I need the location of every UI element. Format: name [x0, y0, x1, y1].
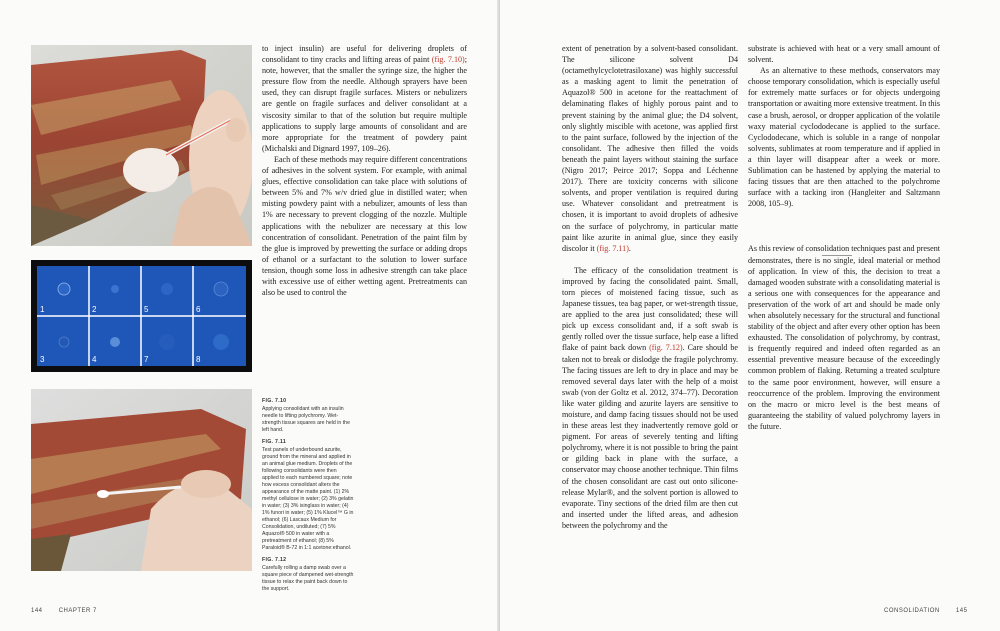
paragraph: extent of penetration by a solvent-based consolidant. The silicone solvent D4 (octamethylcyclotetrasiloxane) was highly successful as a masking agent to limit the penetration of Aquazol® 500 in acetone for the reattachment of delaminating flakes of highly porous paint and to prevent staining by the animal glue; the D4 solvent, only slightly miscible with acetone, was applied first to the paint surface, followed by the injection of the consolidant. The adhesive then filled the voids beneath the paint layers without staining the surface (Nigro 2017; Peirce 2017; Soppa and Léchenne 2017). There are toxicity concerns with silicone solvents, and proper ventilation is required during use. Whatever consolidant and pretreatment is chosen, it is important to avoid droplets of adhesive on the surface of polychromy, in particular matte paint like azurite in animal glue, since they easily discolor it (fig. 7.11).	[562, 44, 738, 253]
right-folio	[884, 608, 967, 614]
paragraph: The efficacy of the consolidation treatment is improved by facing the consolidated paint. Small, torn pieces of moistened facing tissue, such as Japanese tissues, tea bag paper, or wet-strength tissue, are applied to the area just consolidated; these will pick up excess consolidant and, if a soft swab is gently rolled over the tissue surface, help ease a lifted flake of paint back down (fig. 7.12). Care should be taken not to break or dislodge the fragile polychromy. The facing tissues are left to dry in place and may be removed several days later with the help of a moist swab (von der Goltz et al. 2012, 374–77). Decoration like water gilding and azurite layers are sensitive to moisture, and damp facing tissues should not be used in these areas lest they inadvertently remove gold or pigment. For areas of severely tenting and lifting polychromy, where it is not possible to bring the paint or gilding back in plane with the surface, a conservator may choose another technique. Thin films of the chosen consolidant are cast out onto silicone-release Mylar®, and the solvent portion is allowed to evaporate. Tiny sections of the dried film are then cut and inserted under the lifted areas, and adhesion between the polychromy and the	[562, 265, 739, 530]
right-body-column-2	[748, 43, 940, 432]
panel-number: 8	[196, 355, 201, 364]
panel-number: 2	[92, 305, 97, 314]
paragraph: As an alternative to these methods, conservators may choose temporary consolidation, which is especially useful for extremely matte surfaces or for objects undergoing transportation or awaiting more extensive treatment. In this case a brush, aerosol, or dropper application of the volatile waxy material cyclododecane is applied to the surface. Cyclododecane, which is soluble in a range of nonpolar solvents, sublimates at room temperature and if applied in a thin layer will disappear after a week or more. Sublimation can be hastened by applying the material to facing tissues that are then attached to the polychrome surface with a tacking iron (Hangleiter and Saltzmann 2008, 105–9).	[748, 66, 940, 209]
caption-label: FIG. 7.10	[262, 398, 287, 404]
page-number: 145	[955, 608, 968, 614]
panel-number: 7	[144, 355, 149, 364]
panel-number: 1	[40, 305, 45, 314]
caption-text: Applying consolidant with an insulin needle to lifting polychromy. Wet-strength tissue squares are held in the left hand.	[262, 406, 350, 433]
paragraph: substrate is achieved with heat or a very small amount of solvent.	[748, 44, 940, 65]
caption-label: FIG. 7.11	[262, 439, 287, 445]
paragraph: As this review of consolidation techniques past and present demonstrates, there is no single, ideal material or method of application. In view of this, the decision to treat a damaged wooden substrate with a consolidating material is a serious one with consequences for the appearance and preservation of the work of art and should be made only when absolutely necessary for the structural and functional stability of the object and after every other option has been exhausted. The consolidation of polychromy, by contrast, is frequently required and indeed often regarded as an essential preventive measure because of the exceedingly common problem of flaking. Returning a treated sculpture to the same poor environment, however, will ensure a reoccurrence of the problem. Improving the environment on the macro or micro level is the best means of guaranteeing the stability of valued polychromy layers in the future.	[748, 244, 940, 431]
left-body-column	[262, 43, 467, 298]
left-folio	[31, 608, 97, 614]
caption-fig-7-11	[262, 439, 354, 552]
right-body-column-1	[562, 43, 738, 531]
panel-number: 6	[196, 305, 201, 314]
panel-number: 4	[92, 355, 97, 364]
figure-reference-link[interactable]: (fig. 7.10)	[431, 55, 465, 65]
figure-captions	[262, 398, 354, 598]
paragraph: to inject insulin) are useful for delivering droplets of consolidant to tiny cracks and lifting areas of paint (fig. 7.10); note, however, that the smaller the syringe size, the higher the pressure flow from the needle. Although sprayers have been used, they can disrupt fragile surfaces. Misters or nebulizers are gentle on fragile surfaces and deliver consolidant at a viscosity similar to that of the solution but require multiple applications to supply large amounts of consolidant and are more appropriate for the treatment of powdery paint (Michalski and Dignard 1997, 109–26).	[262, 44, 467, 153]
panel-number: 3	[40, 355, 45, 364]
panel-number: 5	[144, 305, 149, 314]
caption-text: Carefully rolling a damp swab over a square piece of dampened wet-strength tissue to relax the paint back down to the support.	[262, 565, 354, 592]
caption-text: Test panels of underbound azurite, ground from the mineral and applied in an animal glue medium. Droplets of the following consolidants were then applied to each numbered square; note how excess consolidant alters the appearance of the matte paint. (1) 2% methyl cellulose in water; (2) 3% gelatin in water; (3) 3% isinglass in water; (4) 1% funori in water; (5) 1% Klucel™ G in ethanol; (6) Lascaux Medium for Consolidation, undiluted; (7) 5% Aquazol® 500 in water with a pretreatment of ethanol; (8) 5% Paraloid® B-72 in 1:1 acetone:ethanol.	[262, 447, 354, 551]
figure-reference-link[interactable]: (fig. 7.12)	[649, 343, 683, 353]
figure-reference-link[interactable]: (fig. 7.11)	[596, 243, 629, 253]
section-divider	[822, 255, 852, 256]
page-number: 144	[31, 608, 43, 614]
paragraph: Each of these methods may require different concentrations of adhesives in the solvent system. For example, with animal glues, effective consolidation can take place with solutions of between 5% and 7% w/v dried glue in distilled water; when misting powdery paint with a nebulizer, amounts of less than 1% are necessary to prevent clogging of the nozzle. Multiple applications with the nebulizer are necessary at this low concentration of consolidant. Penetration of the paint film by the glue is improved by prewetting the surface or adding drops of ethanol or a surfactant to the solution to lower surface tension, though some loss in adhesive strength can take place with excessive use of either wetting agent. Pretreatments can also be used to control the	[262, 154, 467, 298]
running-head: CONSOLIDATION	[884, 608, 940, 614]
figure-7-12-photo	[31, 389, 252, 571]
caption-fig-7-12	[262, 557, 354, 593]
caption-fig-7-10	[262, 398, 354, 434]
figure-7-10-photo	[31, 45, 252, 246]
right-page	[500, 0, 1000, 631]
figure-7-11-photo	[31, 260, 252, 372]
running-head: CHAPTER 7	[58, 608, 97, 614]
caption-label: FIG. 7.12	[262, 557, 287, 563]
